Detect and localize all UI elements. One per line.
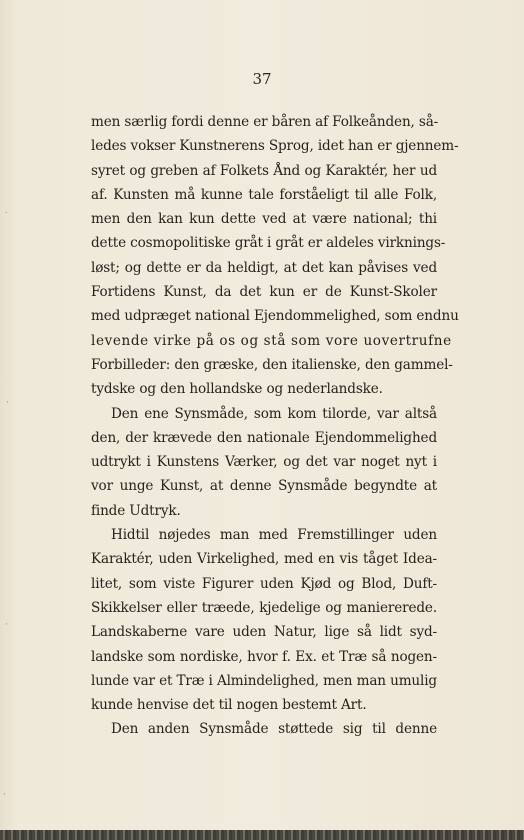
text-line: den, der krævede den nationale Ejendommelighed [91,429,437,446]
text-line: levende virke på os og stå som vore uovertrufne [91,332,452,349]
text-line: Fortidens Kunst, da det kun er de Kunst-Skoler [91,284,437,301]
margin-speck: · [3,790,6,800]
text-line: udtrykt i Kunstens Værker, og det var noget nyt i [91,454,437,471]
text-line: ledes vokser Kunstnerens Sprog, idet han er gjennem- [91,138,459,155]
text-line: finde Udtryk. [91,502,181,519]
margin-speck: · [5,620,8,630]
text-line: litet, som viste Figurer uden Kjød og Blod, Duft- [91,575,437,592]
text-line: tydske og den hollandske og nederlandske. [91,381,383,398]
text-line: landske som nordiske, hvor f. Ex. et Træ så nogen- [91,648,437,665]
text-line: men særlig fordi denne er båren af Folkeånden, så- [91,114,439,130]
text-line: med udpræget national Ejendommelighed, som endnu [91,308,459,325]
text-line: lunde var et Træ i Almindelighed, men man umulig [91,672,437,689]
page-bottom-edge [0,830,524,840]
margin-speck: · [6,398,9,408]
margin-speck: ˙ [4,212,9,222]
text-line: Den ene Synsmåde, som kom tilorde, var altså [111,405,437,422]
body-text [91,110,459,742]
text-line: men den kan kun dette ved at være national; thi [91,211,437,228]
text-line: dette cosmopolitiske gråt i gråt er aldeles virknings- [91,235,446,252]
text-line: Karaktér, uden Virkelighed, med en vis tåget Idea- [91,551,437,568]
text-line: af. Kunsten må kunne tale forståeligt til alle Folk, [91,186,437,203]
text-line: Skikkelser eller træede, kjedelige og maniererede. [91,599,437,616]
text-line: vor unge Kunst, at denne Synsmåde begyndte at [91,478,437,495]
text-line: Forbilleder: den græske, den italienske, den gammel- [91,356,453,373]
text-line: løst; og dette er da heldigt, at det kan påvises ved [91,259,437,276]
text-line: Hidtil nøjedes man med Fremstillinger uden [111,527,437,544]
text-line: Landskaberne vare uden Natur, lige så lidt syd- [91,624,437,641]
text-line: Den anden Synsmåde støttede sig til denne [111,721,437,738]
text-line: syret og greben af Folkets Ånd og Karaktér, her ud [91,162,437,179]
page-number: 37 [252,70,272,88]
text-line: kunde henvise det til nogen bestemt Art. [91,697,367,714]
